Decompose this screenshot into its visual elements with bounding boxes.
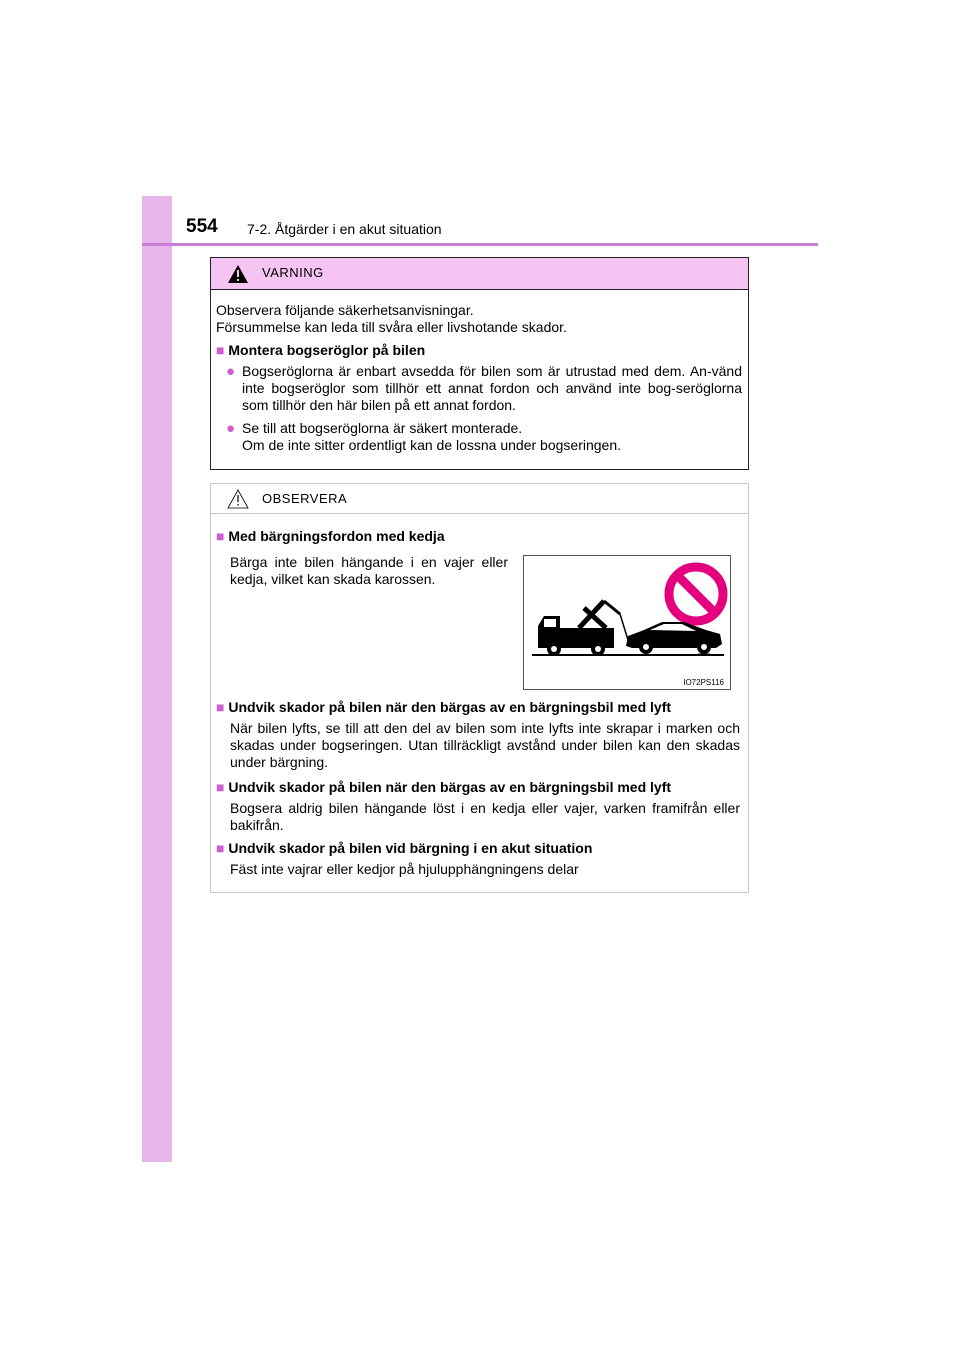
prohibition-icon — [669, 567, 723, 621]
warning-heading-text: Montera bogseröglor på bilen — [228, 342, 426, 358]
warning-intro-1: Observera följande säkerhetsanvisningar. — [216, 302, 474, 318]
notice-text-4: Fäst inte vajrar eller kedjor på hjulupphängningens delar — [230, 861, 579, 877]
tow-truck-chain-graphic — [524, 556, 730, 689]
warning-bullet-2-line-2: Om de inte sitter ordentligt kan de lossna under bogseringen. — [242, 437, 622, 453]
notice-heading-2-text: Undvik skador på bilen när den bärgas av en bärgningsbil med lyft — [228, 699, 672, 715]
illustration-code: IO72PS116 — [683, 678, 724, 687]
notice-heading-3-text: Undvik skador på bilen när den bärgas av en bärgningsbil med lyft — [228, 779, 672, 795]
notice-text-2: När bilen lyfts, se till att den del av bilen som inte lyfts inte skrapar i marken och skadas under bogseringen. Utan tillräckligt avstånd under bilen kan den skadas under bärgning. — [230, 720, 740, 770]
section-title: 7-2. Åtgärder i en akut situation — [247, 221, 442, 237]
tow-truck-icon — [538, 601, 628, 656]
square-bullet-icon: ■ — [216, 779, 225, 795]
car-icon — [626, 622, 722, 654]
warning-bullet-2-line-1: Se till att bogseröglorna är säkert monterade. — [242, 420, 523, 436]
header-rule — [142, 243, 818, 246]
side-band — [142, 196, 172, 1162]
warning-heading — [216, 342, 425, 359]
notice-heading-3 — [216, 779, 671, 796]
notice-text-1: Bärga inte bilen hängande i en vajer eller kedja, vilket kan skada karossen. — [230, 554, 508, 587]
caution-triangle-icon — [227, 489, 249, 509]
square-bullet-icon: ■ — [216, 699, 225, 715]
warning-bullet-1: Bogseröglorna är enbart avsedda för bilen som är utrustad med dem. An-vänd inte bogseröglor som tillhör ett annat fordon och använd inte bog-seröglorna som tillhör den här bilen på ett annat fordon. — [242, 363, 742, 413]
square-bullet-icon: ■ — [216, 342, 225, 358]
notice-heading-4-text: Undvik skador på bilen vid bärgning i en akut situation — [228, 840, 593, 856]
bullet-dot-icon: ● — [226, 420, 236, 437]
warning-title: VARNING — [262, 265, 324, 280]
notice-header — [211, 484, 748, 514]
square-bullet-icon: ■ — [216, 528, 225, 544]
square-bullet-icon: ■ — [216, 840, 225, 856]
notice-heading-2 — [216, 699, 671, 716]
page-number: 554 — [186, 216, 218, 237]
bullet-dot-icon: ● — [226, 363, 236, 380]
notice-heading-1 — [216, 528, 445, 545]
warning-header — [211, 258, 748, 290]
notice-title: OBSERVERA — [262, 491, 348, 506]
notice-heading-1-text: Med bärgningsfordon med kedja — [228, 528, 445, 544]
warning-intro-2: Försummelse kan leda till svåra eller livshotande skador. — [216, 319, 567, 335]
warning-triangle-icon — [227, 264, 249, 284]
notice-heading-4 — [216, 840, 592, 857]
notice-text-3: Bogsera aldrig bilen hängande löst i en kedja eller vajer, varken framifrån eller bakifrån. — [230, 800, 740, 833]
tow-truck-illustration — [523, 555, 731, 690]
